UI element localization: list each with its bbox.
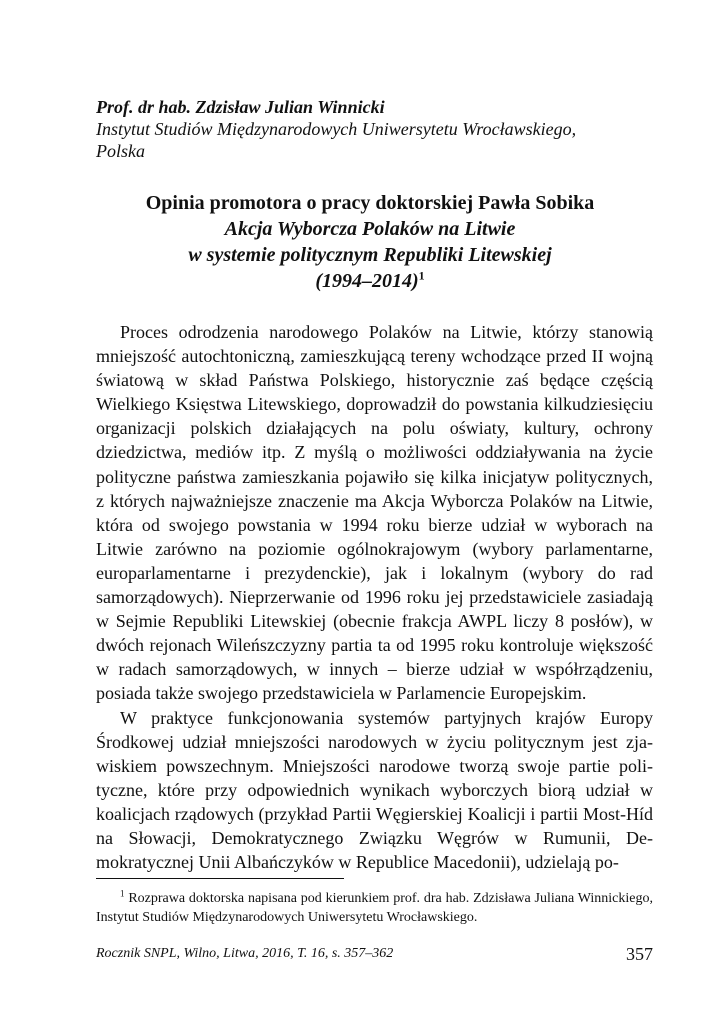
title-line-years-wrap — [60, 268, 680, 294]
author-affiliation-country: Polska — [96, 141, 145, 161]
footer-citation: Rocznik SNPL, Wilno, Litwa, 2016, T. 16, s. 357–362 — [96, 946, 394, 961]
title-footnote-ref: 1 — [418, 268, 425, 283]
article-title — [60, 190, 680, 294]
paragraph-2: W praktyce funkcjonowania systemów partyjnych krajów Europy Środkowej udział mniejszości narodowych w życiu politycznym jest zjawiskiem powszechnym. Mniejszości narodowe tworzą swoje partie polityczne, które przy odpowiednich wynikach wyborczych biorą udział w koalicjach rządowych (przykład Partii Węgierskiej Koalicji i partii Most-Híd na Słowacji, Demokratycznego Związku Węgrów w Rumunii, Demokratycznej Unii Albańczyków w Republice Macedonii), udzielają po- — [96, 707, 653, 873]
footnote — [96, 889, 653, 927]
footnote-divider — [96, 878, 344, 879]
footnote-marker: 1 — [120, 888, 125, 899]
title-line-years: (1994–2014) — [315, 270, 419, 292]
title-line-thesis: Akcja Wyborcza Polaków na Litwie — [224, 218, 516, 240]
title-line-subtitle: w systemie politycznym Republiki Litewskiej — [188, 244, 552, 266]
paragraph-1: Proces odrodzenia narodowego Polaków na Litwie, którzy stanowią mniejszość autochtoniczną, zamieszkującą tereny wchodzące przed II wojną światową w skład Państwa Polskiego, historycznie zaś będące częścią Wielkiego Księstwa Litewskiego, doprowadził do powstania kilkudziesięciu organizacji polskich działających na polu oświaty, kultury, ochrony dziedzictwa, mediów itp. Z myślą o możliwości oddziaływania na życie polityczne państwa zamieszkania pojawiło się kilka inicjatyw politycznych, z których najważniejsze znaczenie ma Akcja Wyborcza Polaków na Litwie, która od swojego powstania w 1994 roku bierze udział w wyborach na Litwie zarówno na poziomie ogólnokrajowym (wybory parlamentarne, europarlamentarne i prezydenckie), jak i lokalnym (wybory do rad samorządowych). Nieprzerwanie od 1996 roku jej przedstawiciele zasiadają w Sejmie Republiki Litewskiej (obecnie frakcja AWPL liczy 8 posłów), w dwóch rejonach Wileńszczyzny partia ta od 1995 roku kontroluje większość w radach samorządowych, w innych – bierze udział w współrządzeniu, posiada także swojego przedstawiciela w Parlamencie Europejskim. — [96, 322, 653, 704]
page-number: 357 — [626, 944, 653, 964]
footnote-text: Rozprawa doktorska napisana pod kierunkiem prof. dra hab. Zdzisława Juliana Winnickiego, Instytut Studiów Międzynarodowych Uniwersytetu Wrocławskiego. — [96, 891, 653, 925]
title-line-main: Opinia promotora o pracy doktorskiej Pawła Sobika — [145, 192, 595, 214]
page-footer — [96, 944, 653, 966]
author-affiliation: Instytut Studiów Międzynarodowych Uniwersytetu Wrocławskiego, — [96, 119, 577, 139]
body-text — [96, 320, 653, 874]
author-name: Prof. dr hab. Zdzisław Julian Winnicki — [96, 97, 385, 117]
author-block — [96, 96, 656, 162]
